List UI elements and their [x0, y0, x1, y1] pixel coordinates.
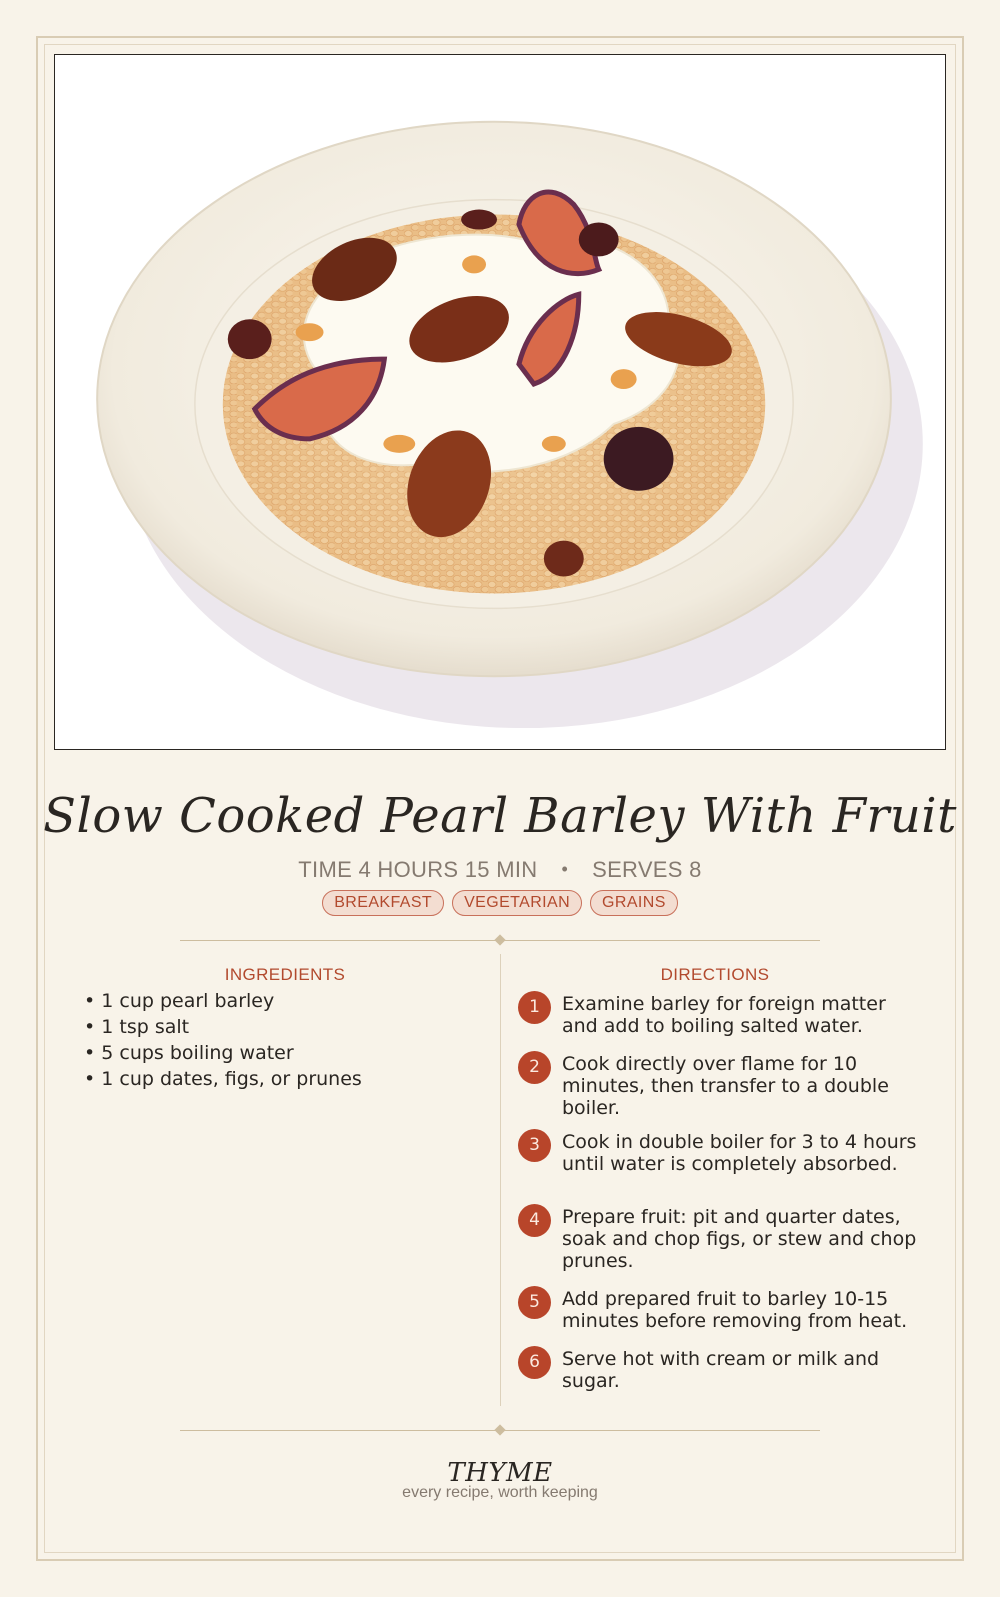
step-number: 2 — [518, 1051, 551, 1084]
directions-heading: DIRECTIONS — [660, 965, 770, 984]
ingredient-item: • 1 cup pearl barley — [84, 988, 362, 1014]
step-number: 1 — [518, 991, 551, 1024]
step-number: 5 — [518, 1286, 551, 1319]
ingredient-item: • 1 tsp salt — [84, 1014, 362, 1040]
ingredients-list — [84, 988, 362, 1092]
meta-separator: • — [561, 859, 569, 879]
top-divider — [180, 940, 820, 941]
tag-list — [0, 890, 1000, 916]
dish-photo — [54, 54, 946, 750]
brand-tagline: every recipe, worth keeping — [402, 1484, 598, 1501]
tag-breakfast[interactable]: BREAKFAST — [322, 890, 444, 916]
recipe-title: Slow Cooked Pearl Barley With Fruit — [43, 788, 957, 844]
bottom-divider — [180, 1430, 820, 1431]
step-number: 4 — [518, 1204, 551, 1237]
step-text: Prepare fruit: pit and quarter dates, soak and chop figs, or stew and chop prunes. — [562, 1206, 917, 1272]
dish-illustration — [55, 55, 945, 749]
tag-grains[interactable]: GRAINS — [590, 890, 678, 916]
ingredient-item: • 5 cups boiling water — [84, 1040, 362, 1066]
ingredient-item: • 1 cup dates, figs, or prunes — [84, 1066, 362, 1092]
tag-vegetarian[interactable]: VEGETARIAN — [452, 890, 582, 916]
step-text: Add prepared fruit to barley 10-15 minutes before removing from heat. — [562, 1288, 908, 1332]
column-divider — [500, 954, 501, 1406]
cook-time: TIME 4 HOURS 15 MIN — [298, 857, 538, 882]
servings: SERVES 8 — [592, 857, 702, 882]
step-number: 6 — [518, 1346, 551, 1379]
recipe-meta — [0, 857, 1000, 883]
step-text: Cook directly over flame for 10 minutes, then transfer to a double boiler. — [562, 1053, 889, 1119]
brand-logo[interactable]: THYME — [447, 1458, 553, 1488]
step-text: Examine barley for foreign matter and add to boiling salted water. — [562, 993, 886, 1037]
ingredients-heading: INGREDIENTS — [224, 965, 346, 984]
step-text: Serve hot with cream or milk and sugar. — [562, 1348, 880, 1392]
step-number: 3 — [518, 1129, 551, 1162]
step-text: Cook in double boiler for 3 to 4 hours until water is completely absorbed. — [562, 1131, 917, 1175]
